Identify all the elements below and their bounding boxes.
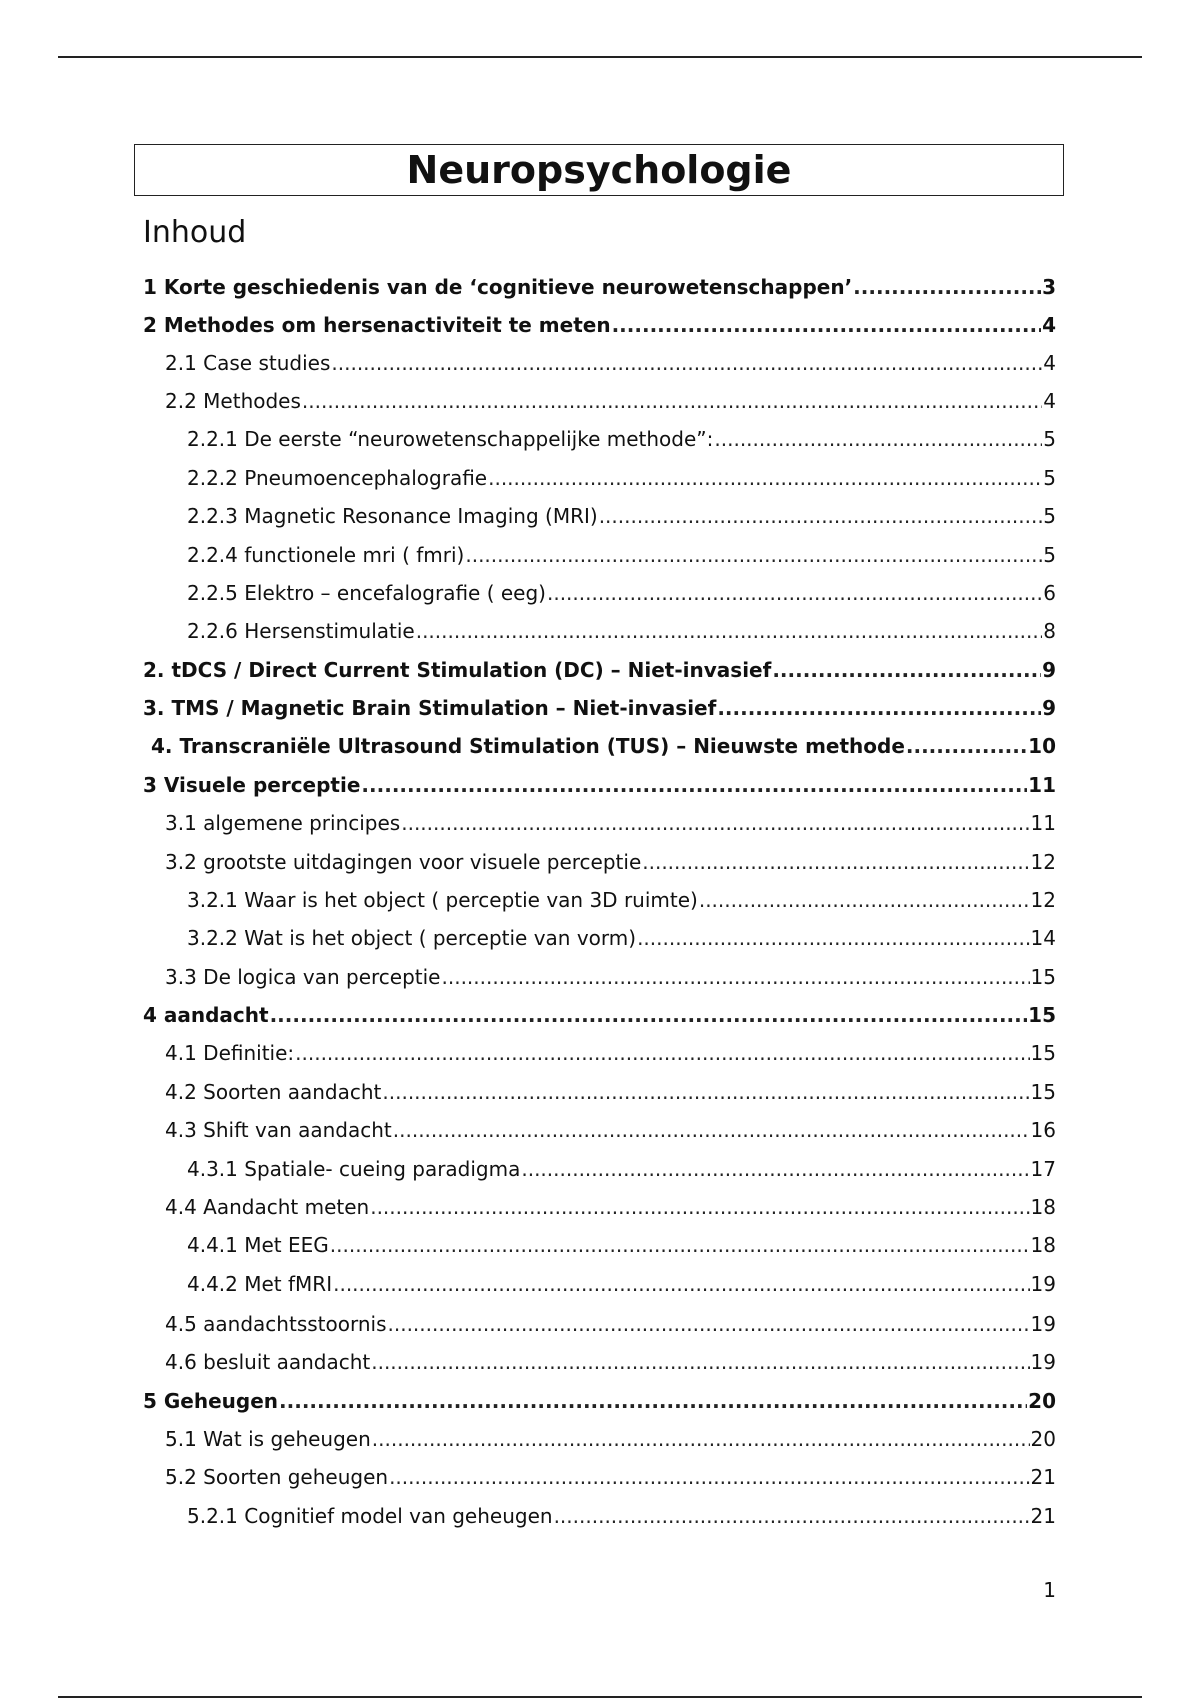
toc-entry-page: 21 [1030, 1465, 1056, 1489]
toc-entry[interactable] [165, 810, 1056, 836]
toc-entry[interactable] [165, 350, 1056, 376]
toc-leader [361, 772, 1027, 798]
toc-leader [717, 695, 1041, 721]
toc-entry-page: 18 [1030, 1195, 1056, 1219]
toc-entry-page: 4 [1042, 313, 1056, 337]
toc-leader [416, 618, 1043, 644]
toc-leader [393, 1117, 1030, 1143]
toc-entry-label: 5.1 Wat is geheugen [165, 1427, 371, 1451]
toc-entry-page: 12 [1030, 850, 1056, 874]
toc-entry[interactable] [165, 1464, 1056, 1490]
toc-entry-label: 4.4.1 Met EEG [187, 1233, 329, 1257]
toc-entry-page: 15 [1030, 965, 1056, 989]
toc-entry[interactable] [187, 887, 1056, 913]
footer-rule [58, 1696, 1142, 1698]
toc-leader [554, 1503, 1030, 1529]
toc-entry[interactable] [187, 1503, 1056, 1529]
toc-entry-page: 12 [1030, 888, 1056, 912]
toc-entry-page: 9 [1042, 696, 1056, 720]
toc-leader [465, 542, 1042, 568]
toc-entry-page: 6 [1043, 581, 1056, 605]
toc-leader [371, 1349, 1029, 1375]
toc-entry-page: 19 [1030, 1272, 1056, 1296]
toc-leader [333, 1271, 1029, 1297]
toc-entry-label: 2.2.2 Pneumoencephalografie [187, 466, 488, 490]
toc-entry-page: 4 [1043, 389, 1056, 413]
toc-entry-page: 16 [1030, 1118, 1056, 1142]
toc-leader [547, 580, 1042, 606]
toc-entry-label: 4.3.1 Spatiale- cueing paradigma [187, 1157, 521, 1181]
toc-leader [330, 1232, 1030, 1258]
toc-entry-label: 5.2.1 Cognitief model van geheugen [187, 1504, 553, 1528]
toc-leader [270, 1002, 1028, 1028]
toc-entry-label: 2.2 Methodes [165, 389, 301, 413]
toc-leader [642, 849, 1029, 875]
toc-entry-label: 4.1 Definitie: [165, 1041, 295, 1065]
toc-entry-label: 4 aandacht [143, 1003, 269, 1027]
toc-leader [521, 1156, 1029, 1182]
toc-entry-page: 5 [1043, 504, 1056, 528]
toc-entry[interactable] [187, 618, 1056, 644]
toc-entry[interactable] [165, 1040, 1056, 1066]
toc-entry[interactable] [143, 657, 1056, 683]
toc-leader [382, 1079, 1029, 1105]
toc-entry[interactable] [187, 1271, 1056, 1297]
toc-leader [699, 887, 1030, 913]
toc-entry-label: 4.6 besluit aandacht [165, 1350, 371, 1374]
toc-entry-page: 3 [1042, 275, 1056, 299]
toc-entry-label: 4.4 Aandacht meten [165, 1195, 370, 1219]
toc-entry-page: 14 [1030, 926, 1056, 950]
toc-entry-label: 4. Transcraniële Ultrasound Stimulation (TUS) – Nieuwste methode [151, 734, 905, 758]
toc-entry-label: 2 Methodes om hersenactiviteit te meten [143, 313, 611, 337]
toc-entry[interactable] [143, 312, 1056, 338]
toc-entry-label: 2.2.3 Magnetic Resonance Imaging (MRI) [187, 504, 598, 528]
toc-entry-label: 4.5 aandachtsstoornis [165, 1312, 387, 1336]
toc-entry[interactable] [187, 925, 1056, 951]
toc-entry[interactable] [187, 1232, 1056, 1258]
toc-entry[interactable] [143, 1388, 1056, 1414]
toc-entry[interactable] [165, 1426, 1056, 1452]
toc-leader [279, 1388, 1027, 1414]
toc-entry[interactable] [151, 733, 1056, 759]
toc-entry[interactable] [143, 1002, 1056, 1028]
toc-entry[interactable] [165, 849, 1056, 875]
toc-entry[interactable] [143, 772, 1056, 798]
toc-leader [772, 657, 1041, 683]
document-title: Neuropsychologie [134, 144, 1064, 196]
toc-entry-page: 5 [1043, 543, 1056, 567]
toc-heading: Inhoud [143, 215, 247, 250]
toc-entry[interactable] [187, 580, 1056, 606]
toc-entry-label: 4.2 Soorten aandacht [165, 1080, 382, 1104]
toc-entry-label: 3.2 grootste uitdagingen voor visuele perceptie [165, 850, 642, 874]
toc-entry-label: 3.3 De logica van perceptie [165, 965, 441, 989]
toc-leader [637, 925, 1029, 951]
toc-entry-page: 5 [1043, 427, 1056, 451]
toc-entry-page: 11 [1030, 811, 1056, 835]
toc-entry-page: 15 [1030, 1041, 1056, 1065]
toc-entry-label: 3. TMS / Magnetic Brain Stimulation – Niet-invasief [143, 696, 717, 720]
toc-entry-page: 5 [1043, 466, 1056, 490]
toc-leader [302, 388, 1042, 414]
toc-leader [389, 1464, 1029, 1490]
toc-entry-label: 2.2.5 Elektro – encefalografie ( eeg) [187, 581, 546, 605]
page-number: 1 [1043, 1578, 1056, 1602]
toc-entry[interactable] [187, 503, 1056, 529]
toc-entry-label: 3.1 algemene principes [165, 811, 401, 835]
toc-entry[interactable] [143, 274, 1056, 300]
toc-entry[interactable] [187, 1156, 1056, 1182]
toc-leader [714, 426, 1042, 452]
toc-leader [401, 810, 1029, 836]
toc-leader [370, 1194, 1029, 1220]
toc-entry-page: 4 [1043, 351, 1056, 375]
toc-entry-page: 21 [1030, 1504, 1056, 1528]
toc-entry-page: 19 [1030, 1350, 1056, 1374]
toc-entry-label: 2.1 Case studies [165, 351, 331, 375]
toc-entry[interactable] [165, 1194, 1056, 1220]
toc-entry-page: 18 [1030, 1233, 1056, 1257]
toc-leader [388, 1311, 1030, 1337]
toc-entry[interactable] [187, 542, 1056, 568]
toc-leader [372, 1426, 1030, 1452]
toc-leader [612, 312, 1042, 338]
toc-entry-page: 15 [1028, 1003, 1056, 1027]
toc-entry-label: 3.2.1 Waar is het object ( perceptie van 3D ruimte) [187, 888, 698, 912]
toc-entry-label: 3 Visuele perceptie [143, 773, 361, 797]
toc-entry-label: 2.2.4 functionele mri ( fmri) [187, 543, 465, 567]
toc-entry-page: 9 [1042, 658, 1056, 682]
toc-leader [599, 503, 1043, 529]
toc-entry-label: 1 Korte geschiedenis van de ‘cognitieve neurowetenschappen’ [143, 275, 853, 299]
toc-entry-page: 20 [1030, 1427, 1056, 1451]
toc-leader [906, 733, 1027, 759]
toc-entry[interactable] [187, 426, 1056, 452]
toc-leader [442, 964, 1030, 990]
toc-entry-page: 10 [1028, 734, 1056, 758]
toc-leader [331, 350, 1042, 376]
toc-entry[interactable] [165, 1349, 1056, 1375]
toc-entry[interactable] [187, 465, 1056, 491]
toc-entry-label: 2. tDCS / Direct Current Stimulation (DC) – Niet-invasief [143, 658, 772, 682]
toc-entry-page: 20 [1028, 1389, 1056, 1413]
toc-leader [488, 465, 1042, 491]
toc-entry-label: 4.3 Shift van aandacht [165, 1118, 392, 1142]
toc-entry[interactable] [143, 695, 1056, 721]
toc-entry-label: 5 Geheugen [143, 1389, 279, 1413]
toc-entry-page: 15 [1030, 1080, 1056, 1104]
toc-entry-page: 17 [1030, 1157, 1056, 1181]
toc-entry-label: 5.2 Soorten geheugen [165, 1465, 389, 1489]
toc-entry-page: 11 [1028, 773, 1056, 797]
toc-entry[interactable] [165, 1311, 1056, 1337]
toc-entry-page: 19 [1030, 1312, 1056, 1336]
toc-entry-label: 2.2.6 Hersenstimulatie [187, 619, 415, 643]
toc-entry[interactable] [165, 1079, 1056, 1105]
toc-leader [853, 274, 1041, 300]
toc-entry-page: 8 [1043, 619, 1056, 643]
toc-entry-label: 2.2.1 De eerste “neurowetenschappelijke methode”: [187, 427, 714, 451]
toc-entry[interactable] [165, 1117, 1056, 1143]
toc-leader [295, 1040, 1029, 1066]
toc-entry[interactable] [165, 964, 1056, 990]
toc-entry-label: 4.4.2 Met fMRI [187, 1272, 333, 1296]
toc-entry[interactable] [165, 388, 1056, 414]
toc-entry-label: 3.2.2 Wat is het object ( perceptie van vorm) [187, 926, 637, 950]
